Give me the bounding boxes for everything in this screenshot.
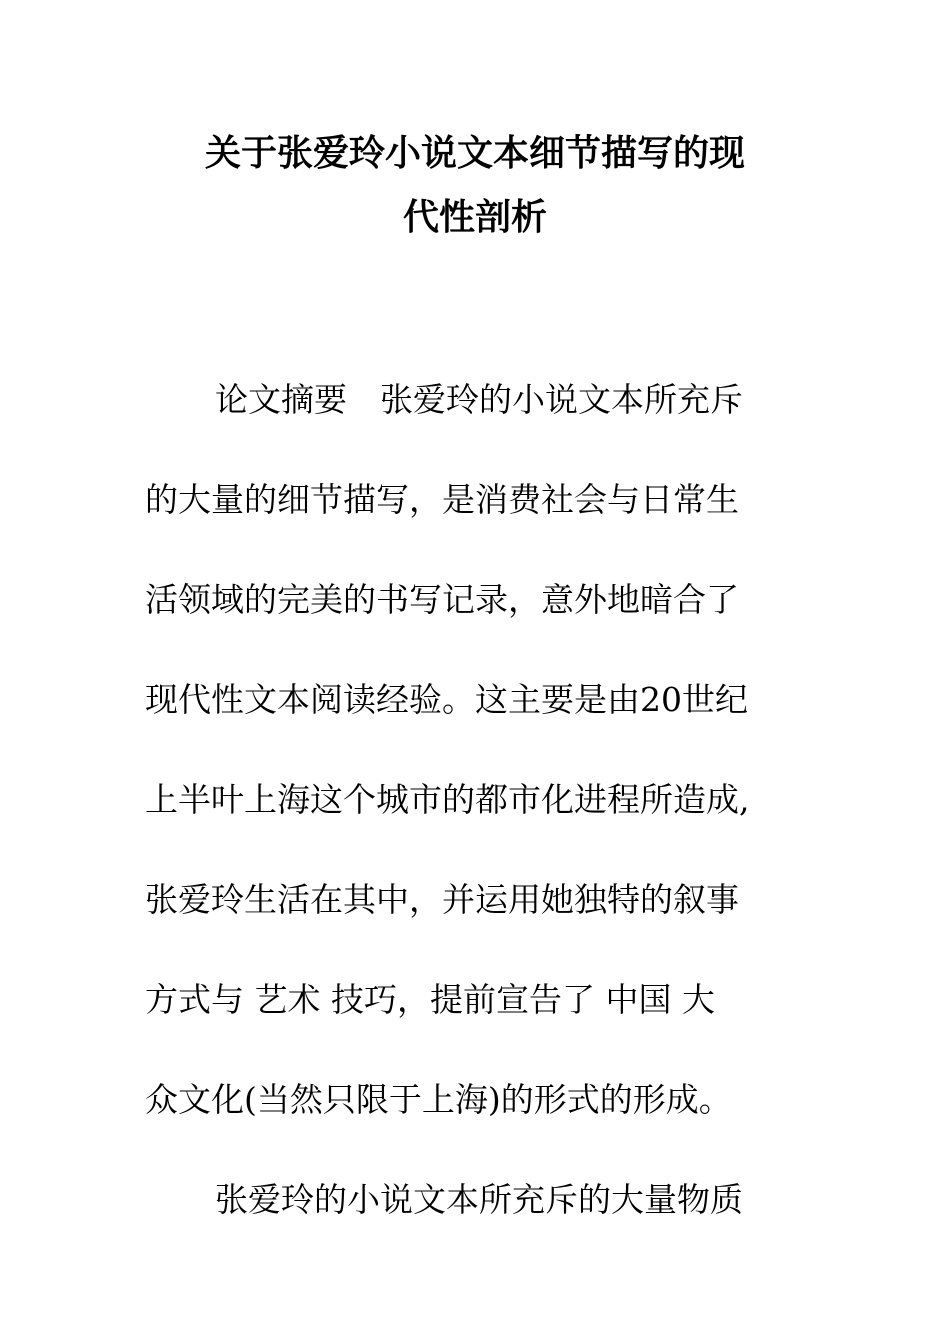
body-line: 现代性文本阅读经验。这主要是由20世纪	[145, 680, 748, 719]
body-line: 上半叶上海这个城市的都市化进程所造成,	[145, 780, 750, 819]
body-line: 众文化(当然只限于上海)的形式的形成。	[145, 1080, 732, 1119]
document-title	[145, 122, 805, 250]
body-line: 的大量的细节描写，是消费社会与日常生	[145, 480, 739, 519]
body-line: 张爱玲的小说文本所充斥的大量物质	[215, 1180, 743, 1219]
body-line: 方式与 艺术 技巧，提前宣告了 中国 大	[145, 980, 715, 1019]
title-line: 代性剖析	[402, 197, 547, 238]
body-line: 张爱玲生活在其中，并运用她独特的叙事	[145, 880, 739, 919]
body-line: 活领域的完美的书写记录，意外地暗合了	[145, 580, 739, 619]
body-line: 论文摘要 张爱玲的小说文本所充斥	[215, 380, 743, 419]
title-line: 关于张爱玲小说文本细节描写的现	[204, 133, 745, 174]
